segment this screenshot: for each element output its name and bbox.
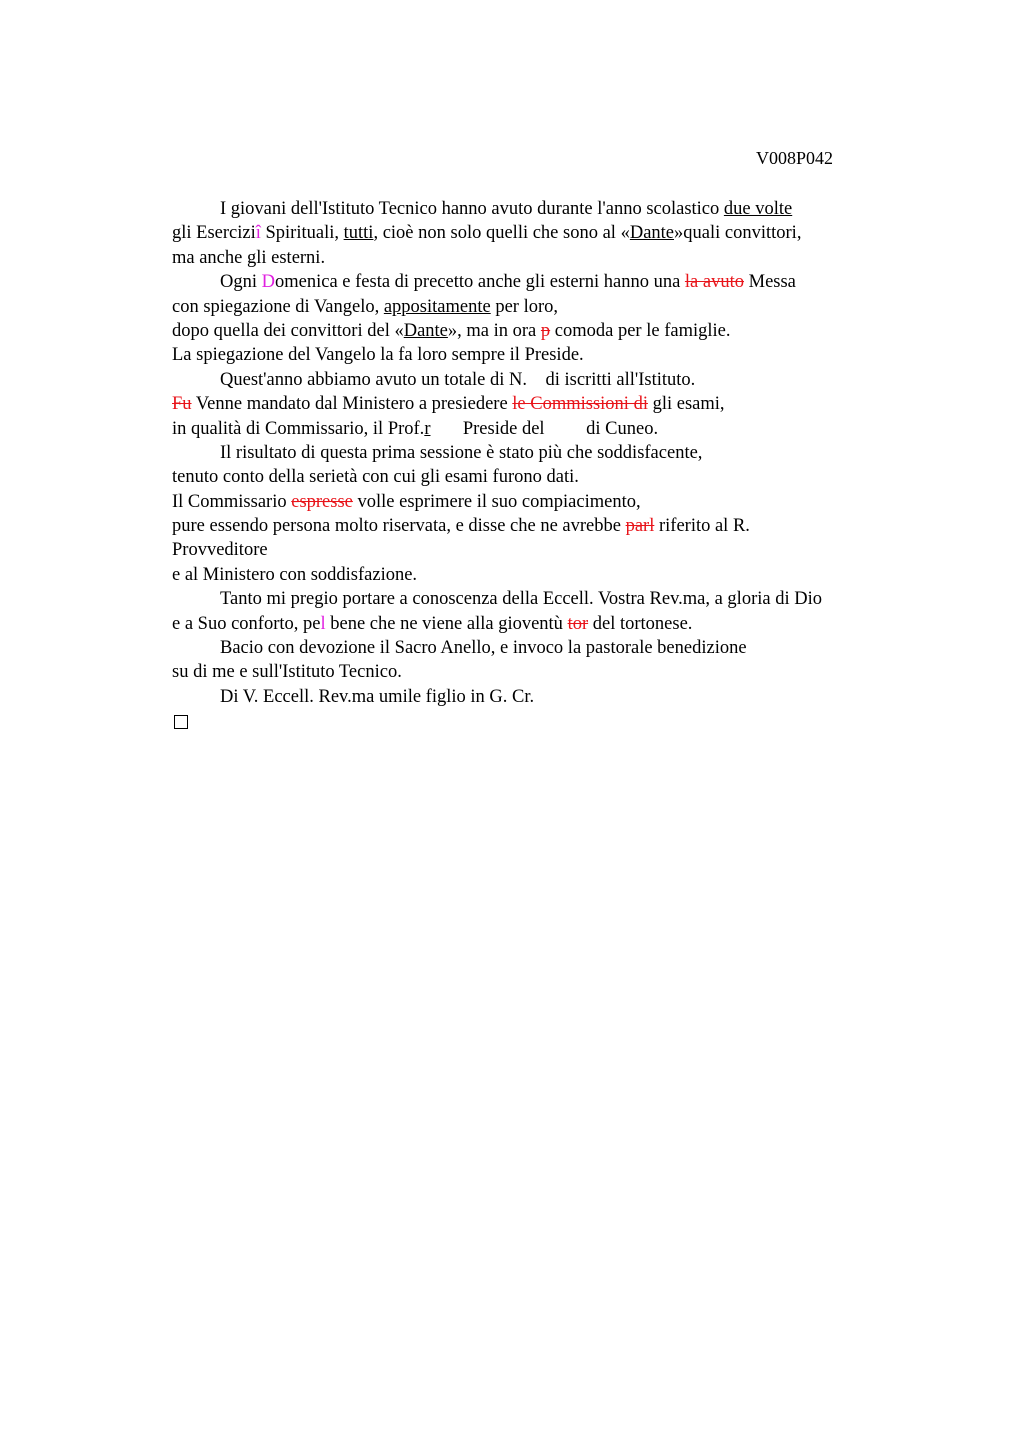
text-span: Preside del di Cuneo. — [430, 418, 659, 439]
text-line — [172, 538, 932, 562]
text-span: Tanto mi pregio portare a conoscenza della Eccell. Vostra Rev.ma, a gloria di Dio — [220, 589, 822, 610]
text-line — [172, 660, 932, 684]
underlined-text: r — [424, 418, 431, 439]
text-span: pure essendo persona molto riservata, e disse che ne avrebbe — [172, 516, 626, 537]
text-span: Spirituali, — [260, 223, 344, 244]
deleted-text: Fu — [172, 394, 192, 415]
page-id: V008P042 — [756, 148, 834, 168]
square-box-icon — [174, 715, 188, 729]
text-span: gli Esercizi — [172, 223, 256, 244]
text-span: Di V. Eccell. Rev.ma umile figlio in G. Cr. — [220, 686, 535, 707]
text-span: Ogni — [220, 272, 262, 293]
text-line — [172, 343, 932, 367]
text-line — [172, 270, 932, 294]
text-line — [172, 441, 932, 465]
text-span: bene che ne viene alla gioventù — [325, 613, 568, 634]
text-span: gli esami, — [647, 394, 725, 415]
text-span: comoda per le famiglie. — [550, 320, 731, 341]
text-span: del tortonese. — [588, 613, 693, 634]
underlined-text: Dante — [403, 320, 448, 341]
inserted-text: D — [261, 272, 275, 293]
underlined-text: appositamente — [383, 296, 491, 317]
text-line — [172, 587, 932, 611]
text-span: in qualità di Commissario, il Prof. — [172, 418, 425, 439]
text-line — [172, 685, 932, 709]
text-span: »quali convittori, — [674, 223, 802, 244]
text-span: , cioè non solo quelli che sono al « — [373, 223, 630, 244]
text-span: I giovani dell'Istituto Tecnico hanno avuto durante l'anno scolastico — [220, 199, 724, 219]
text-span: Il risultato di questa prima sessione è stato più che soddisfacente, — [220, 442, 703, 463]
text-line — [172, 221, 932, 245]
deleted-text: p — [540, 320, 551, 341]
underlined-text: tutti — [343, 223, 374, 244]
text-span: su di me e sull'Istituto Tecnico. — [172, 662, 402, 683]
text-span: riferito al R. — [654, 516, 750, 537]
letter-body — [172, 197, 932, 734]
end-marker-line — [172, 709, 932, 733]
text-line — [172, 563, 932, 587]
deleted-text: parl — [625, 516, 655, 537]
text-line — [172, 636, 932, 660]
text-line — [172, 295, 932, 319]
text-span: per loro, — [490, 296, 559, 317]
text-line — [172, 319, 932, 343]
inserted-text: l — [320, 613, 326, 634]
text-line — [172, 197, 932, 221]
text-span: omenica e festa di precetto anche gli esterni hanno una — [275, 272, 685, 293]
text-line — [172, 612, 932, 636]
text-line — [172, 368, 932, 392]
text-line — [172, 465, 932, 489]
deleted-text: le Commissioni di — [512, 394, 648, 415]
text-span: Il Commissario — [172, 491, 292, 512]
text-line — [172, 514, 932, 538]
text-line — [172, 490, 932, 514]
deleted-text: espresse — [291, 491, 353, 512]
text-span: dopo quella dei convittori del « — [172, 320, 404, 341]
text-span: ma anche gli esterni. — [172, 247, 326, 268]
text-span: tenuto conto della serietà con cui gli esami furono dati. — [172, 467, 579, 488]
underlined-text: Dante — [629, 223, 675, 244]
text-span: e al Ministero con soddisfazione. — [172, 564, 418, 585]
underlined-text: due volte — [723, 199, 793, 219]
text-line — [172, 417, 932, 441]
inserted-text: î — [255, 223, 261, 244]
text-line — [172, 246, 932, 270]
deleted-text: la avuto — [684, 272, 744, 293]
text-span: volle esprimere il suo compiacimento, — [352, 491, 641, 512]
text-span: », ma in ora — [447, 320, 541, 341]
text-span: Venne mandato dal Ministero a presiedere — [191, 394, 513, 415]
text-span: con spiegazione di Vangelo, — [172, 296, 384, 317]
text-span: La spiegazione del Vangelo la fa loro sempre il Preside. — [172, 345, 584, 366]
text-span: Messa — [744, 272, 796, 293]
text-span: Quest'anno abbiamo avuto un totale di N. di iscritti all'Istituto. — [220, 369, 696, 390]
text-span: Bacio con devozione il Sacro Anello, e invoco la pastorale benedizione — [220, 638, 747, 659]
deleted-text: tor — [567, 613, 589, 634]
text-span: e a Suo conforto, pe — [172, 613, 321, 634]
text-line — [172, 392, 932, 416]
text-span: Provveditore — [172, 540, 268, 561]
